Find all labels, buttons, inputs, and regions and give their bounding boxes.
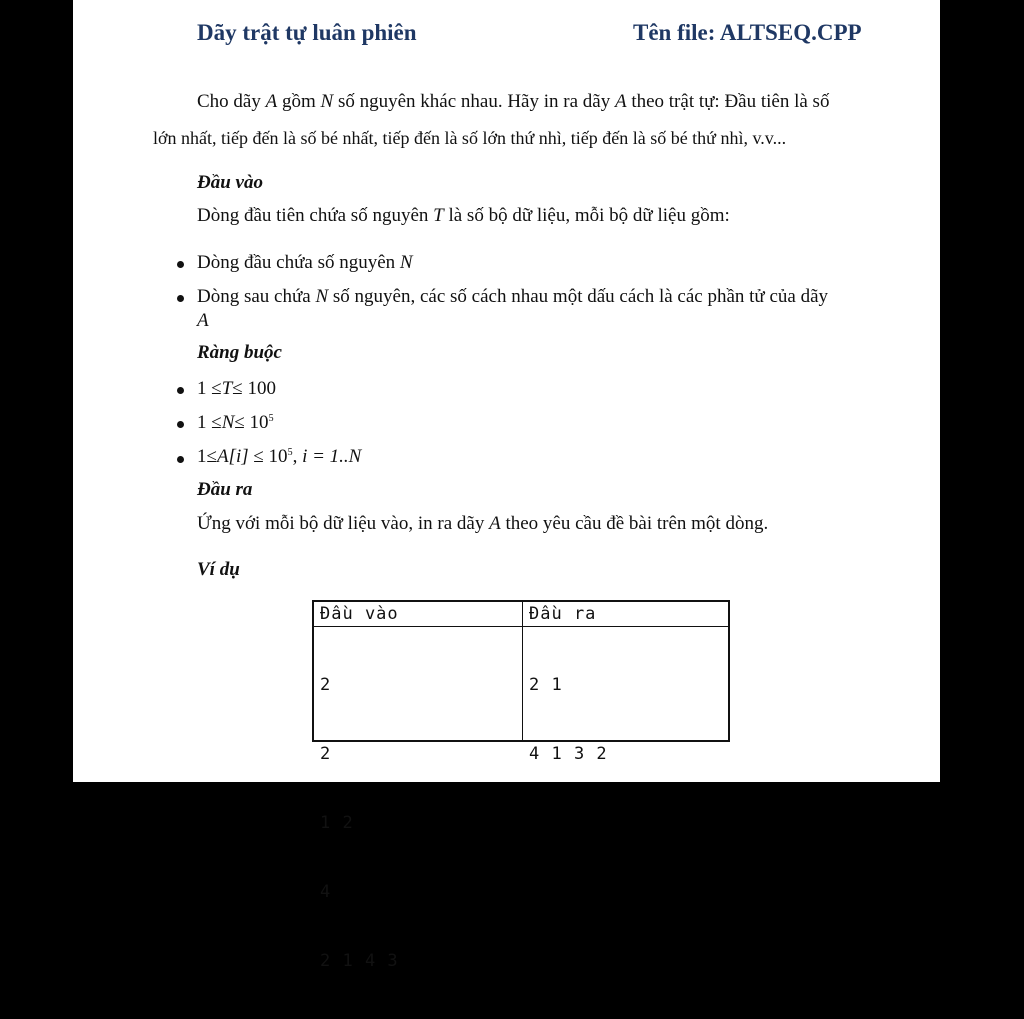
constraint-t	[197, 378, 276, 400]
bullet-icon	[177, 261, 184, 268]
input-line: 4	[320, 882, 332, 902]
var-a-i: A[i]	[216, 446, 249, 467]
table-header-output: Đầu ra	[529, 604, 597, 624]
constraint-text: 1 ≤	[197, 378, 222, 399]
problem-title: Dãy trật tự luân phiên	[197, 20, 417, 45]
constraint-text: ≤ 100	[232, 378, 276, 399]
var-t: T	[221, 378, 233, 399]
constraint-text: ≤ 10	[234, 412, 269, 433]
constraint-n	[197, 412, 274, 434]
exponent: 5	[268, 413, 274, 424]
intro-line-1	[197, 91, 829, 113]
index-range: i = 1..N	[302, 446, 362, 467]
table-cell-input	[320, 628, 399, 1019]
constraint-a	[197, 446, 361, 468]
table-divider	[522, 602, 523, 740]
input-bullet-1	[197, 252, 413, 274]
var-t: T	[433, 205, 444, 226]
input-bullet-2-var-a: A	[197, 310, 209, 331]
exponent: 5	[287, 447, 293, 458]
input-description	[197, 205, 730, 227]
var-n: N	[399, 252, 413, 273]
intro-text: số nguyên khác nhau. Hãy in ra dãy	[337, 91, 611, 112]
constraints-heading: Ràng buộc	[197, 342, 282, 363]
input-heading: Đầu vào	[197, 172, 263, 193]
constraint-text: 1 ≤	[197, 412, 222, 433]
var-n: N	[320, 91, 334, 112]
output-heading: Đầu ra	[197, 479, 253, 500]
output-desc-text: Ứng với mỗi bộ dữ liệu vào, in ra dãy	[197, 513, 485, 534]
input-desc-text: là số bộ dữ liệu, mỗi bộ dữ liệu gồm:	[448, 205, 730, 226]
output-line: 2 1	[529, 675, 563, 695]
output-line: 4 1 3 2	[529, 744, 608, 764]
output-desc-text: theo yêu cầu đề bài trên một dòng.	[505, 513, 769, 534]
var-a: A	[489, 513, 501, 534]
constraint-text: 1≤	[197, 446, 217, 467]
constraint-text: ,	[292, 446, 298, 467]
example-heading: Ví dụ	[197, 559, 240, 580]
table-cell-output	[529, 628, 608, 812]
intro-line-2: lớn nhất, tiếp đến là số bé nhất, tiếp đến là số lớn thứ nhì, tiếp đến là số bé thứ nhì, v.v...	[153, 128, 787, 148]
file-name-label: Tên file: ALTSEQ.CPP	[633, 20, 862, 45]
constraint-text: ≤ 10	[253, 446, 288, 467]
input-desc-text: Dòng đầu tiên chứa số nguyên	[197, 205, 429, 226]
table-header-input: Đầu vào	[320, 604, 399, 624]
input-line: 2	[320, 675, 332, 695]
intro-text: theo trật tự: Đầu tiên là số	[631, 91, 830, 112]
table-divider	[314, 626, 728, 627]
var-a: A	[265, 91, 278, 112]
bullet-icon	[177, 421, 184, 428]
bullet-text: Dòng đầu chứa số nguyên	[197, 252, 396, 273]
var-n: N	[221, 412, 235, 433]
bullet-text: Dòng sau chứa	[197, 286, 311, 307]
var-n: N	[315, 286, 329, 307]
bullet-icon	[177, 456, 184, 463]
var-a: A	[614, 91, 627, 112]
bullet-icon	[177, 295, 184, 302]
input-line: 1 2	[320, 813, 354, 833]
bullet-text: số nguyên, các số cách nhau một dấu cách là các phần tử của dãy	[332, 286, 829, 307]
example-table	[312, 600, 730, 971]
input-line: 2	[320, 744, 332, 764]
output-description	[197, 513, 768, 535]
bullet-icon	[177, 387, 184, 394]
input-line: 2 1 4 3	[320, 951, 399, 971]
intro-text: Cho dãy	[197, 91, 261, 112]
intro-text: gồm	[281, 91, 316, 112]
input-bullet-2	[197, 286, 828, 308]
